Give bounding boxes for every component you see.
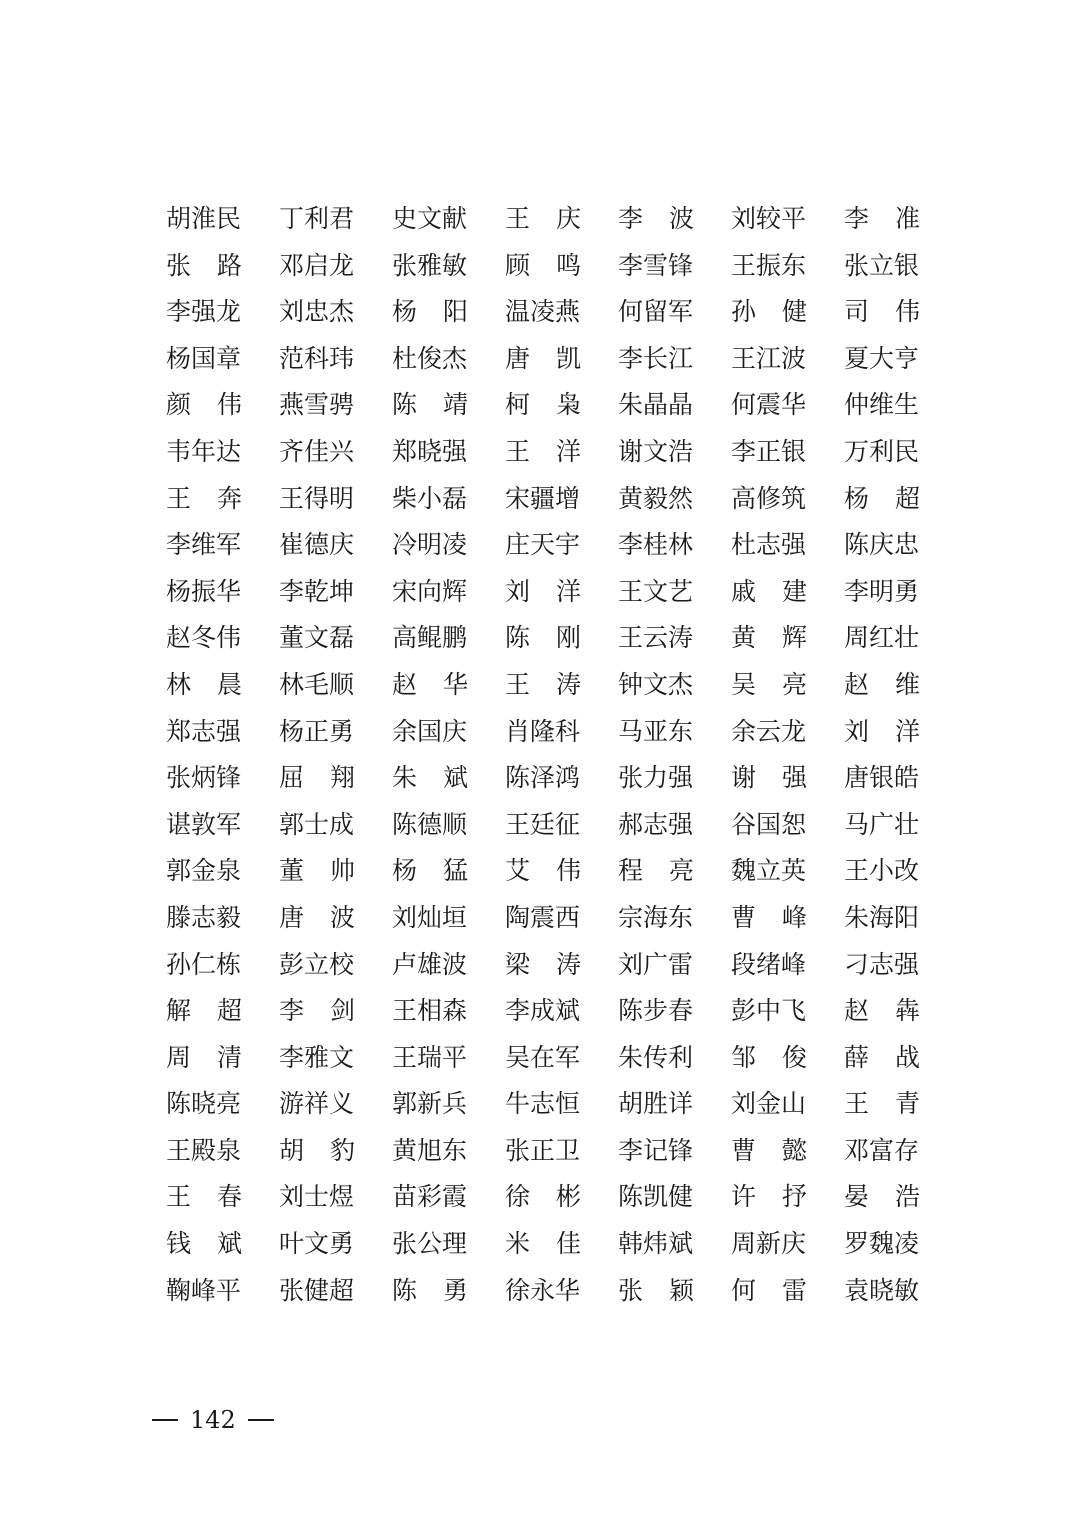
- person-name: 李成斌: [505, 996, 581, 1026]
- person-name: 许 抒: [731, 1182, 807, 1212]
- person-name: 袁晓敏: [844, 1275, 920, 1305]
- person-name: 丁利君: [279, 204, 355, 233]
- person-name: 屈 翔: [279, 763, 355, 793]
- person-name: 高修筑: [731, 483, 807, 513]
- person-name: 张 路: [166, 250, 242, 280]
- person-name: 钱 斌: [166, 1229, 242, 1259]
- person-name: 邹 俊: [731, 1042, 807, 1072]
- person-name: 游祥义: [279, 1089, 355, 1119]
- person-name: 王振东: [731, 250, 807, 280]
- person-name: 陈晓亮: [166, 1089, 242, 1119]
- person-name: 何震华: [731, 390, 807, 420]
- person-name: 林 晨: [166, 669, 242, 699]
- person-name: 李强龙: [166, 297, 242, 327]
- person-name: 孙仁栋: [166, 949, 242, 979]
- person-name: 朱晶晶: [618, 390, 694, 420]
- dash-left: [152, 1419, 178, 1421]
- person-name: 晏 浩: [844, 1182, 920, 1212]
- person-name: 杜俊杰: [392, 343, 468, 373]
- person-name: 朱传利: [618, 1042, 694, 1072]
- person-name: 王瑞平: [392, 1042, 468, 1072]
- person-name: 陈庆忠: [844, 530, 920, 560]
- person-name: 陈 靖: [392, 390, 468, 420]
- person-name: 黄毅然: [618, 483, 694, 513]
- person-name: 彭立校: [279, 949, 355, 979]
- person-name: 魏立英: [731, 856, 807, 886]
- person-name: 张立银: [844, 250, 920, 280]
- person-name: 范科玮: [279, 343, 355, 373]
- person-name: 宋疆增: [505, 483, 581, 513]
- person-name: 王 奔: [166, 483, 242, 513]
- person-name: 赵 犇: [844, 996, 920, 1026]
- person-name: 陈泽鸿: [505, 763, 581, 793]
- person-name: 刘忠杰: [279, 297, 355, 327]
- person-name: 王 春: [166, 1182, 242, 1212]
- person-name: 李 剑: [279, 996, 355, 1026]
- person-name: 艾 伟: [505, 856, 581, 886]
- person-name: 徐 彬: [505, 1182, 581, 1212]
- person-name: 杨正勇: [279, 716, 355, 746]
- person-name: 杨 猛: [392, 856, 468, 886]
- person-name: 韦年达: [166, 436, 242, 466]
- person-name: 罗魏凌: [844, 1229, 920, 1259]
- person-name: 朱 斌: [392, 763, 468, 793]
- person-name: 米 佳: [505, 1229, 581, 1259]
- person-name: 谷国恕: [731, 809, 807, 839]
- person-name: 梁 涛: [505, 949, 581, 979]
- person-name: 李 波: [618, 204, 694, 233]
- person-name: 陈 刚: [505, 623, 581, 653]
- person-name: 李雅文: [279, 1042, 355, 1072]
- person-name: 韩炜斌: [618, 1229, 694, 1259]
- person-name: 冷明凌: [392, 530, 468, 560]
- person-name: 谢 强: [731, 763, 807, 793]
- person-name: 温凌燕: [505, 297, 581, 327]
- person-name: 王云涛: [618, 623, 694, 653]
- person-name: 李桂林: [618, 530, 694, 560]
- person-name: 张正卫: [505, 1135, 581, 1165]
- person-name: 程 亮: [618, 856, 694, 886]
- person-name: 吴 亮: [731, 669, 807, 699]
- person-name: 牛志恒: [505, 1089, 581, 1119]
- person-name: 刘金山: [731, 1089, 807, 1119]
- person-name: 史文献: [392, 204, 468, 233]
- person-name: 李维军: [166, 530, 242, 560]
- person-name: 周 清: [166, 1042, 242, 1072]
- person-name: 林毛顺: [279, 669, 355, 699]
- person-name: 郭金泉: [166, 856, 242, 886]
- page-number: 142: [190, 1406, 236, 1434]
- person-name: 彭中飞: [731, 996, 807, 1026]
- person-name: 柴小磊: [392, 483, 468, 513]
- person-name: 李乾坤: [279, 576, 355, 606]
- person-name: 郑志强: [166, 716, 242, 746]
- person-name: 王小改: [844, 856, 920, 886]
- person-name: 陈凯健: [618, 1182, 694, 1212]
- person-name: 王 洋: [505, 436, 581, 466]
- person-name: 郭新兵: [392, 1089, 468, 1119]
- person-name: 颜 伟: [166, 390, 242, 420]
- page-footer: [152, 1404, 274, 1436]
- person-name: 王廷征: [505, 809, 581, 839]
- person-name: 齐佳兴: [279, 436, 355, 466]
- person-name: 徐永华: [505, 1275, 581, 1305]
- person-name: 张 颖: [618, 1275, 694, 1305]
- person-name: 郝志强: [618, 809, 694, 839]
- person-name: 赵冬伟: [166, 623, 242, 653]
- person-name: 黄旭东: [392, 1135, 468, 1165]
- person-name: 刘 洋: [844, 716, 920, 746]
- person-name: 余云龙: [731, 716, 807, 746]
- person-name: 顾 鸣: [505, 250, 581, 280]
- person-name: 孙 健: [731, 297, 807, 327]
- person-name: 曹 峰: [731, 902, 807, 932]
- person-name: 李记锋: [618, 1135, 694, 1165]
- person-name: 崔德庆: [279, 530, 355, 560]
- person-name: 唐 波: [279, 902, 355, 932]
- person-name: 杨 阳: [392, 297, 468, 327]
- person-name: 周红壮: [844, 623, 920, 653]
- person-name: 胡 豹: [279, 1135, 355, 1165]
- person-name: 王得明: [279, 483, 355, 513]
- person-name: 万利民: [844, 436, 920, 466]
- person-name: 李明勇: [844, 576, 920, 606]
- person-name: 李雪锋: [618, 250, 694, 280]
- person-name: 张炳锋: [166, 763, 242, 793]
- person-name: 周新庆: [731, 1229, 807, 1259]
- person-name: 张健超: [279, 1275, 355, 1305]
- person-name: 董 帅: [279, 856, 355, 886]
- person-name: 谌敦军: [166, 809, 242, 839]
- person-name: 杨国章: [166, 343, 242, 373]
- person-name: 王殿泉: [166, 1135, 242, 1165]
- person-name: 陈 勇: [392, 1275, 468, 1305]
- name-list-grid: [166, 196, 926, 1314]
- person-name: 郭士成: [279, 809, 355, 839]
- person-name: 黄 辉: [731, 623, 807, 653]
- person-name: 李 准: [844, 204, 920, 233]
- person-name: 王 涛: [505, 669, 581, 699]
- person-name: 陈步春: [618, 996, 694, 1026]
- person-name: 董文磊: [279, 623, 355, 653]
- person-name: 薛 战: [844, 1042, 920, 1072]
- person-name: 何留军: [618, 297, 694, 327]
- person-name: 王江波: [731, 343, 807, 373]
- person-name: 段绪峰: [731, 949, 807, 979]
- person-name: 卢雄波: [392, 949, 468, 979]
- person-name: 刘士煜: [279, 1182, 355, 1212]
- person-name: 吴在军: [505, 1042, 581, 1072]
- person-name: 陈德顺: [392, 809, 468, 839]
- person-name: 燕雪骋: [279, 390, 355, 420]
- person-name: 苗彩霞: [392, 1182, 468, 1212]
- person-name: 钟文杰: [618, 669, 694, 699]
- person-name: 宋向辉: [392, 576, 468, 606]
- person-name: 张公理: [392, 1229, 468, 1259]
- person-name: 李正银: [731, 436, 807, 466]
- person-name: 胡胜详: [618, 1089, 694, 1119]
- person-name: 刘广雷: [618, 949, 694, 979]
- person-name: 解 超: [166, 996, 242, 1026]
- person-name: 陶震西: [505, 902, 581, 932]
- person-name: 高鲲鹏: [392, 623, 468, 653]
- person-name: 叶文勇: [279, 1229, 355, 1259]
- person-name: 马广壮: [844, 809, 920, 839]
- person-name: 曹 懿: [731, 1135, 807, 1165]
- person-name: 王 庆: [505, 204, 581, 233]
- person-name: 仲维生: [844, 390, 920, 420]
- person-name: 邓富存: [844, 1135, 920, 1165]
- person-name: 刘较平: [731, 204, 807, 233]
- person-name: 张力强: [618, 763, 694, 793]
- person-name: 司 伟: [844, 297, 920, 327]
- person-name: 郑晓强: [392, 436, 468, 466]
- person-name: 马亚东: [618, 716, 694, 746]
- person-name: 戚 建: [731, 576, 807, 606]
- person-name: 赵 维: [844, 669, 920, 699]
- dash-right: [248, 1419, 274, 1421]
- person-name: 王文艺: [618, 576, 694, 606]
- person-name: 邓启龙: [279, 250, 355, 280]
- person-name: 宗海东: [618, 902, 694, 932]
- person-name: 滕志毅: [166, 902, 242, 932]
- person-name: 唐银皓: [844, 763, 920, 793]
- person-name: 鞠峰平: [166, 1275, 242, 1305]
- person-name: 李长江: [618, 343, 694, 373]
- person-name: 张雅敏: [392, 250, 468, 280]
- person-name: 王 青: [844, 1089, 920, 1119]
- person-name: 杨 超: [844, 483, 920, 513]
- person-name: 朱海阳: [844, 902, 920, 932]
- person-name: 唐 凯: [505, 343, 581, 373]
- person-name: 胡淮民: [166, 204, 242, 233]
- person-name: 杨振华: [166, 576, 242, 606]
- person-name: 肖隆科: [505, 716, 581, 746]
- person-name: 庄天宇: [505, 530, 581, 560]
- person-name: 杜志强: [731, 530, 807, 560]
- person-name: 赵 华: [392, 669, 468, 699]
- person-name: 柯 枭: [505, 390, 581, 420]
- person-name: 夏大亨: [844, 343, 920, 373]
- person-name: 刁志强: [844, 949, 920, 979]
- person-name: 刘 洋: [505, 576, 581, 606]
- person-name: 谢文浩: [618, 436, 694, 466]
- person-name: 刘灿垣: [392, 902, 468, 932]
- person-name: 王相森: [392, 996, 468, 1026]
- person-name: 余国庆: [392, 716, 468, 746]
- person-name: 何 雷: [731, 1275, 807, 1305]
